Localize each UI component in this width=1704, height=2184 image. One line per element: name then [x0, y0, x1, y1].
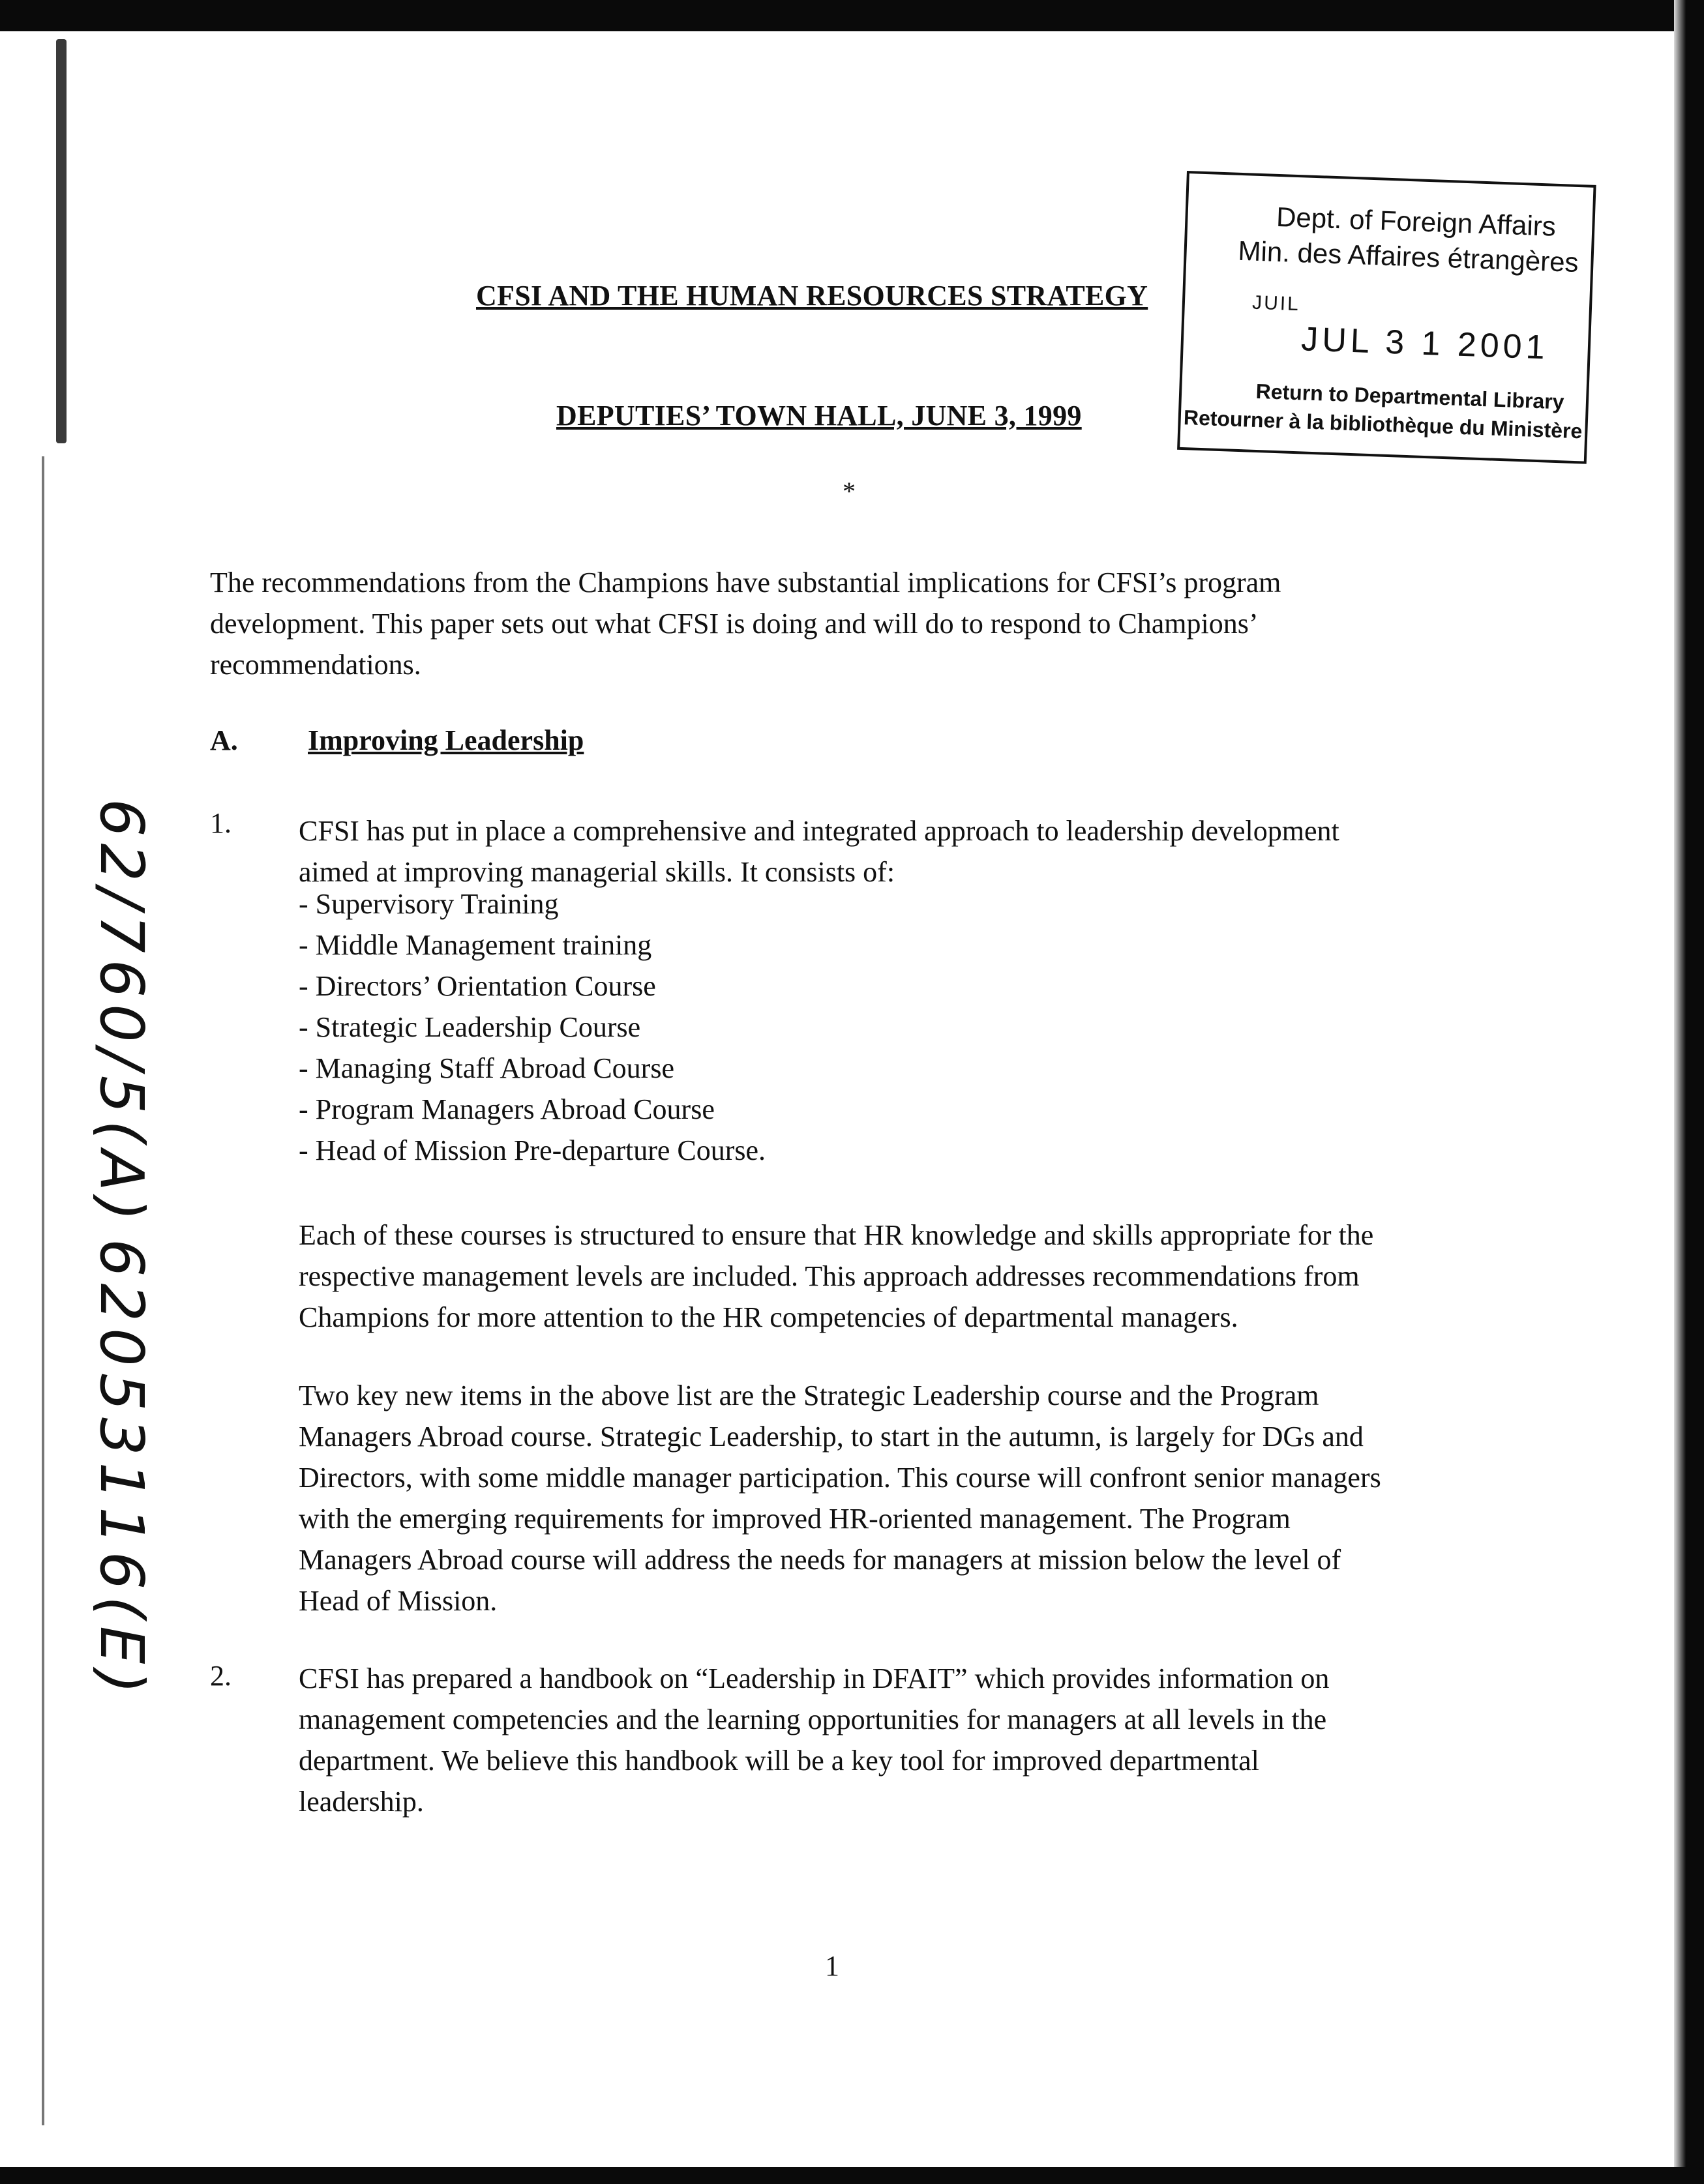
- section-title: Improving Leadership: [308, 724, 584, 756]
- list-item: - Managing Staff Abroad Course: [299, 1052, 674, 1084]
- intro-paragraph: The recommendations from the Champions have substantial implications for CFSI’s program development. This paper sets out what CFSI is doing and will do to respond to Champions’ recommendations.: [210, 567, 1281, 681]
- list-item: - Program Managers Abroad Course: [299, 1093, 715, 1125]
- document-title: CFSI AND THE HUMAN RESOURCES STRATEGY: [476, 280, 1148, 312]
- stamp-dept-english: Dept. of Foreign Affairs: [1276, 201, 1557, 242]
- list-item: - Strategic Leadership Course: [299, 1011, 641, 1043]
- list-item: - Directors’ Orientation Course: [299, 970, 656, 1002]
- handwritten-code-1: 62/760/5(A): [87, 799, 157, 1228]
- handwritten-code-2: 62053116(E): [87, 1239, 157, 1701]
- item-1-paragraph-2: Each of these courses is structured to ensure that HR knowledge and skills appropriate for the respective management levels are included. This approach addresses recommendations from Champions for more attention to the HR competencies of departmental managers.: [299, 1219, 1374, 1333]
- stamp-date: JUL 3 1 2001: [1300, 320, 1549, 367]
- item-1-paragraph-3: Two key new items in the above list are the Strategic Leadership course and the Program Managers Abroad course. Strategic Leadership, to start in the autumn, is largely for DGs and Directors, with some middle manager participation. This course will confront senior managers with the emerging requirements for improved HR-oriented management. The Program Managers Abroad course will address the needs for managers at mission below the level of Head of Mission.: [299, 1380, 1381, 1617]
- section-letter: A.: [210, 724, 238, 756]
- document-subtitle: DEPUTIES’ TOWN HALL, JUNE 3, 1999: [556, 400, 1082, 432]
- stamp-return-english: Return to Departmental Library: [1255, 379, 1565, 414]
- course-list: [299, 883, 766, 1171]
- library-stamp: [1177, 171, 1596, 464]
- separator-asterisk: *: [843, 477, 856, 506]
- list-item: - Supervisory Training: [299, 888, 559, 920]
- stamp-month-french: JUIL: [1251, 291, 1301, 316]
- stamp-return-french: Retourner à la bibliothèque du Ministère: [1183, 406, 1583, 443]
- item-number-2: 2.: [210, 1660, 232, 1692]
- item-number-1: 1.: [210, 807, 232, 839]
- item-1-text: CFSI has put in place a comprehensive and integrated approach to leadership development aimed at improving managerial skills. It consists of:: [299, 815, 1339, 888]
- list-item: - Head of Mission Pre-departure Course.: [299, 1134, 766, 1166]
- list-item: - Middle Management training: [299, 929, 652, 961]
- page-number: 1: [825, 1950, 839, 1982]
- stamp-dept-french: Min. des Affaires étrangères: [1237, 235, 1579, 278]
- item-2-text: CFSI has prepared a handbook on “Leadership in DFAIT” which provides information on management competencies and the learning opportunities for managers at all levels in the department. We believe this handbook will be a key tool for improved departmental leadership.: [299, 1662, 1330, 1818]
